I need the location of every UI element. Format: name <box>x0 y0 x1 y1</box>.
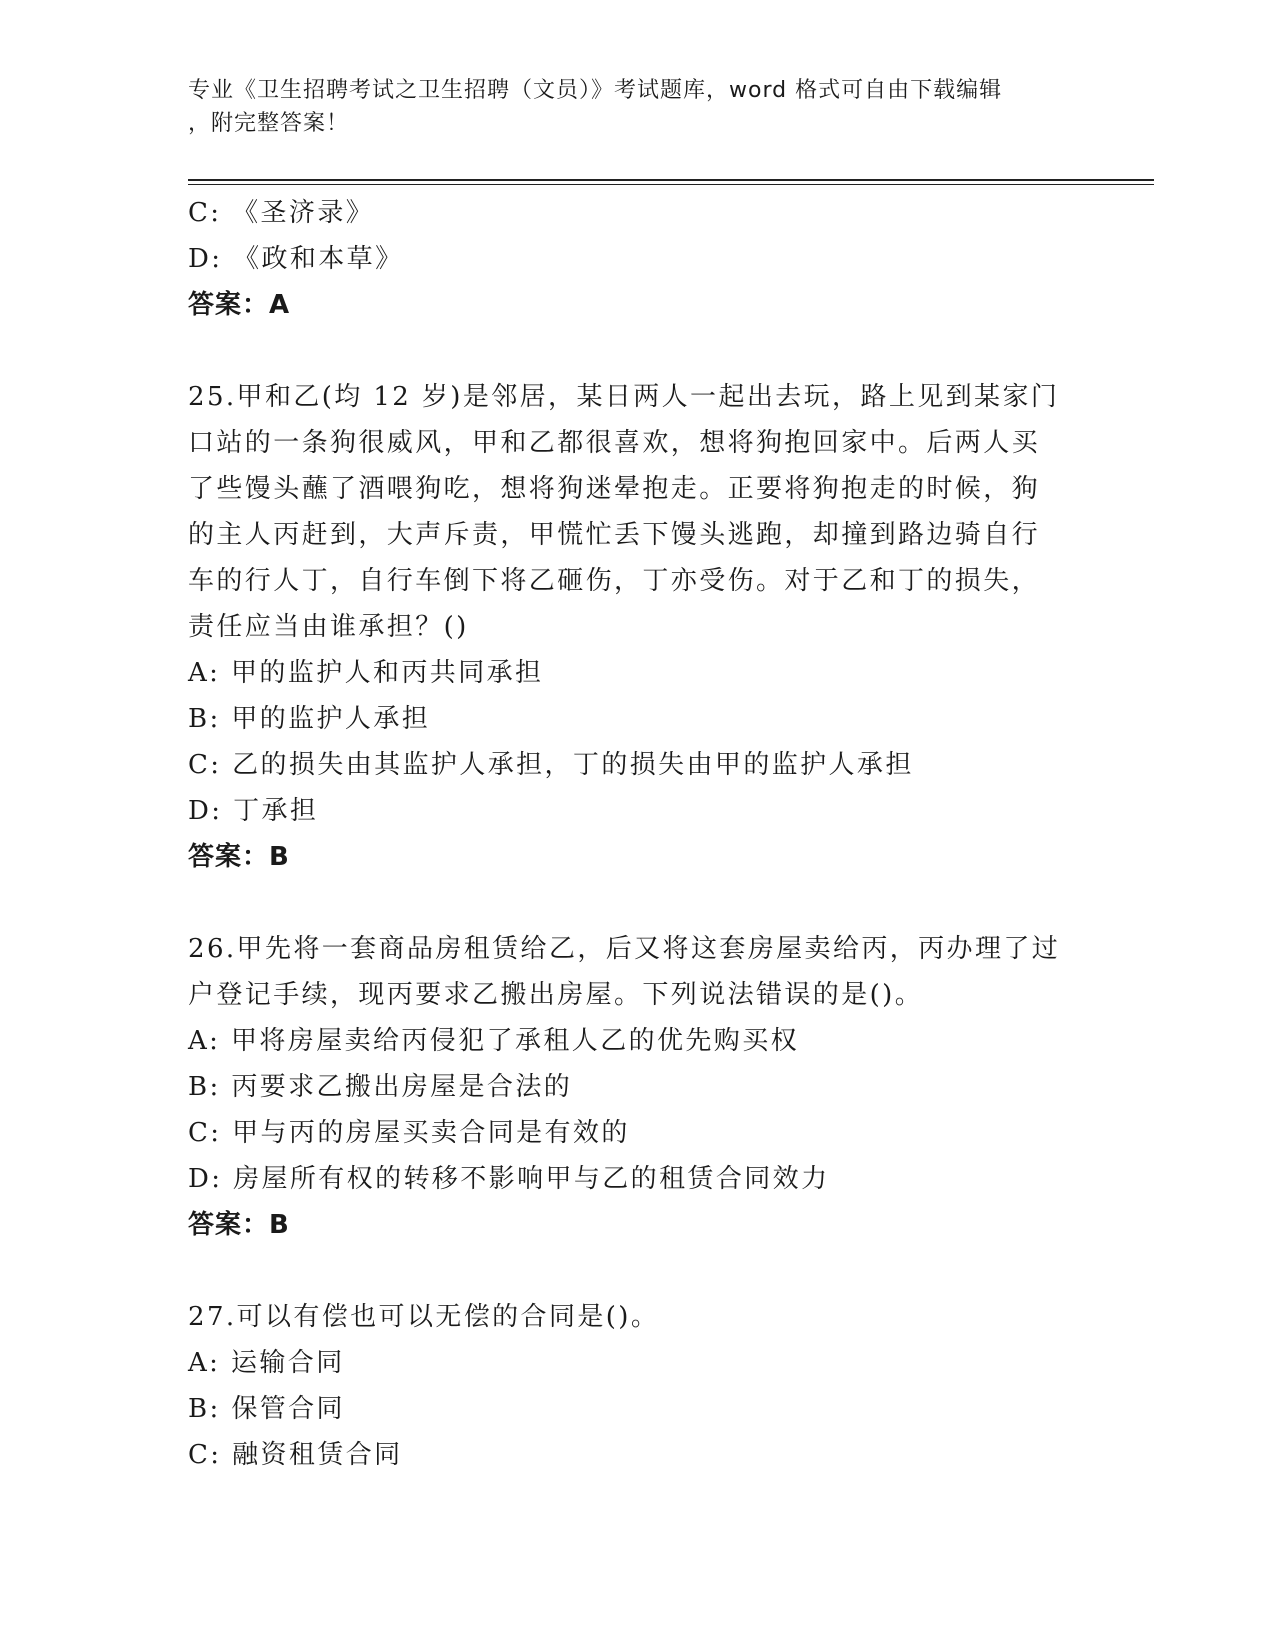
q25-answer: 答案：B <box>188 842 290 872</box>
question-25 <box>188 374 1088 880</box>
question-26 <box>188 926 1088 1248</box>
q26-stem-line: 26.甲先将一套商品房租赁给乙，后又将这套房屋卖给丙，丙办理了过 <box>188 934 1061 964</box>
q25-stem-line: 25.甲和乙(均 12 岁)是邻居，某日两人一起出去玩，路上见到某家门 <box>188 382 1060 412</box>
q26-option-d: D: 房屋所有权的转移不影响甲与乙的租赁合同效力 <box>188 1164 830 1194</box>
question-24 <box>188 190 1088 328</box>
q25-stem-line: 口站的一条狗很威风，甲和乙都很喜欢，想将狗抱回家中。后两人买 <box>188 428 1041 458</box>
q25-option-d: D: 丁承担 <box>188 796 319 826</box>
q25-option-c: C: 乙的损失由其监护人承担，丁的损失由甲的监护人承担 <box>188 750 914 780</box>
q27-option-b: B: 保管合同 <box>188 1394 345 1424</box>
header-divider-thin <box>188 184 1154 185</box>
page-header <box>188 74 1068 140</box>
q24-option-c: C: 《圣济录》 <box>188 198 375 228</box>
q26-answer: 答案：B <box>188 1210 290 1240</box>
q26-stem-line: 户登记手续，现丙要求乙搬出房屋。下列说法错误的是()。 <box>188 980 924 1010</box>
q27-option-c: C: 融资租赁合同 <box>188 1440 403 1470</box>
q25-option-b: B: 甲的监护人承担 <box>188 704 431 734</box>
header-divider-thick <box>188 179 1154 181</box>
q25-stem-line: 了些馒头蘸了酒喂狗吃，想将狗迷晕抱走。正要将狗抱走的时候，狗 <box>188 474 1041 504</box>
spacer <box>188 880 1088 926</box>
q25-stem-line: 的主人丙赶到，大声斥责，甲慌忙丢下馒头逃跑，却撞到路边骑自行 <box>188 520 1041 550</box>
q25-option-a: A: 甲的监护人和丙共同承担 <box>188 658 544 688</box>
q26-option-a: A: 甲将房屋卖给丙侵犯了承租人乙的优先购买权 <box>188 1026 800 1056</box>
spacer <box>188 1248 1088 1294</box>
q24-answer: 答案：A <box>188 290 291 320</box>
q26-option-b: B: 丙要求乙搬出房屋是合法的 <box>188 1072 573 1102</box>
header-line-1: 专业《卫生招聘考试之卫生招聘（文员）》考试题库，word 格式可自由下载编辑 <box>188 78 1003 103</box>
q27-stem-line: 27.可以有偿也可以无偿的合同是()。 <box>188 1302 660 1332</box>
q25-stem-line: 车的行人丁，自行车倒下将乙砸伤，丁亦受伤。对于乙和丁的损失， <box>188 566 1041 596</box>
q27-option-a: A: 运输合同 <box>188 1348 345 1378</box>
q24-option-d: D: 《政和本草》 <box>188 244 404 274</box>
spacer <box>188 328 1088 374</box>
q25-stem-line: 责任应当由谁承担？() <box>188 612 469 642</box>
q26-option-c: C: 甲与丙的房屋买卖合同是有效的 <box>188 1118 630 1148</box>
question-list <box>188 190 1088 1478</box>
question-27 <box>188 1294 1088 1478</box>
header-line-2: ，附完整答案！ <box>188 111 350 136</box>
